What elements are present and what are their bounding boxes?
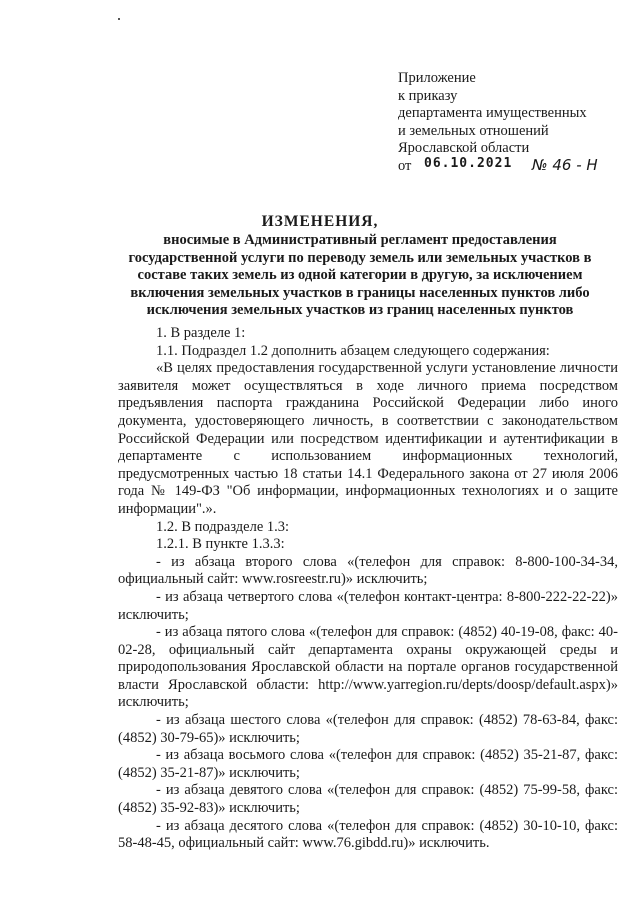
paragraph: 1.2.1. В пункте 1.3.3: <box>156 536 285 553</box>
order-number: № 46 - Н <box>532 155 598 174</box>
scan-speck <box>118 18 120 20</box>
paragraph: - из абзаца четвертого слова «(телефон контакт-центра: 8-800-222-22-22)» исключить; <box>118 588 618 623</box>
paragraph: - из абзаца шестого слова «(телефон для справок: (4852) 78-63-84, факс: (4852) 30-79-65)» исключить; <box>118 712 618 746</box>
paragraph: 1.1. Подраздел 1.2 дополнить абзацем следующего содержания: <box>156 342 550 359</box>
paragraph: 1. В разделе 1: <box>156 325 246 341</box>
appendix-block <box>398 70 598 175</box>
appendix-date-line <box>398 155 598 176</box>
paragraph: - из абзаца девятого слова «(телефон для справок: (4852) 75-99-58, факс: (4852) 35-92-83)» исключить; <box>118 782 618 817</box>
paragraph: - из абзаца второго слова «(телефон для справок: 8-800-100-34-34, официальный сайт: www.rosreestr.ru)» исключить; <box>118 553 618 588</box>
paragraph: «В целях предоставления государственной услуги установление личности заявителя может осуществляться в ходе личного приема посредством предъявления паспорта гражданина Российской Федерации либо иного документа, удостоверяющего личность, в соответствии с законодательством Российской Федерации или посредством идентификации и аутентификации в департаменте с использованием информационных технологий, предусмотренных частью 18 статьи 14.1 Федерального закона от 27 июля 2006 года № 149-ФЗ "Об информации, информационных технологиях и о защите информации".». <box>118 360 618 517</box>
appendix-line: Приложение <box>398 70 476 86</box>
paragraph: - из абзаца восьмого слова «(телефон для справок: (4852) 35-21-87, факс: (4852) 35-21-87)» исключить; <box>118 747 618 781</box>
paragraph: 1.2. В подразделе 1.3: <box>156 518 290 535</box>
order-date: 06.10.2021 <box>424 155 513 171</box>
appendix-line: и земельных отношений <box>398 122 549 139</box>
paragraph: - из абзаца пятого слова «(телефон для справок: (4852) 40-19-08, факс: 40-02-28, официальный сайт департамента охраны окружающей среды и природопользования Ярославской области на портале органов государственной власти Ярославской области: http://www.yarregion.ru/depts/doosp/default.aspx)» исключить; <box>118 624 618 711</box>
appendix-line: Ярославской области <box>398 140 530 156</box>
document-body <box>118 325 618 853</box>
date-prefix: от <box>398 157 412 174</box>
appendix-line: департамента имущественных <box>398 105 587 121</box>
appendix-line: к приказу <box>398 87 458 104</box>
document-subtitle: вносимые в Административный регламент предоставления государственной услуги по переводу земель или земельных участков в составе таких земель из одной категории в другую, за исключением включения земельных участков в границы населенных пунктов либо исключения земельных участков из границ населенных пунктов <box>128 232 592 318</box>
paragraph: - из абзаца десятого слова «(телефон для справок: (4852) 30-10-10, факс: 58-48-45, официальный сайт: www.76.gibdd.ru)» исключить. <box>118 817 618 852</box>
document-title: ИЗМЕНЕНИЯ, <box>261 213 379 230</box>
